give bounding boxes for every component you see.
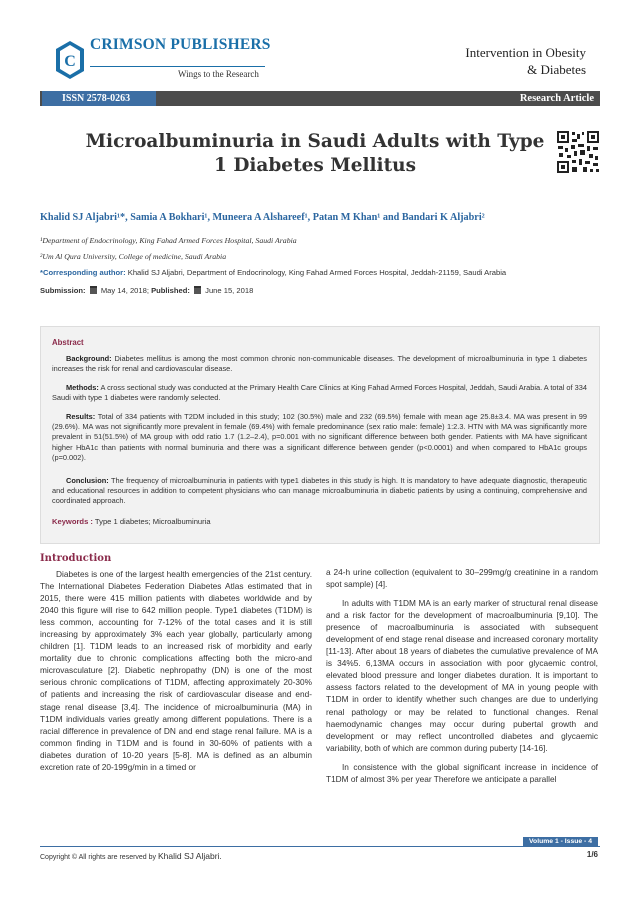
abstract-methods [52,383,587,403]
methods-text: A cross sectional study was conducted at the Primary Health Care Clinics at King Fahad Armed Forces Hospital, Jeddah, Saudi Arabia. A total of 334 Saudi with type 1 diabetes were randomly selected. [52,383,587,403]
page-number: 1/6 [586,850,598,859]
footer-divider [40,846,600,847]
volume-badge: Volume 1 - Issue - 4 [523,837,598,846]
journal-name-line2: & Diabetes [527,62,586,77]
abstract-results [52,412,587,463]
publisher-divider [90,66,265,67]
corresponding-text: Khalid SJ Aljabri, Department of Endocrinology, King Fahad Armed Forces Hospital, Jeddah-21159, Saudi Arabia [127,268,507,277]
qr-code-icon[interactable] [556,130,600,174]
published-label: Published: [151,286,190,295]
background-text: Diabetes mellitus is among the most common chronic non-communicable diseases. The development of microalbuminuria in type 1 diabetes increases the risk for renal and cardiovascular disease. [52,354,587,374]
journal-name [386,44,586,78]
copyright-text: Copyright © All rights are reserved by [40,854,157,861]
background-label: Background: [66,354,112,363]
intro-paragraph-1: Diabetes is one of the largest health emergencies of the 21st century. The International Diabetes Federation Diabetes Atlas estimated that in 2015, there were 415 million patients with diabetes worldwide and by 2040 this figure will rise to 642 million people. Type1 diabetes (T1DM) is less common, accounting for 7-12% of the total cases and it is still increasing by approximately 3% each year globally, particularly among children [1]. T1DM leads to an increased risk of morbidity and early mortality due to chronic complications affecting both the micro-and microvasculature [2]. Diabetic nephropathy (DN) is one of the most serious chronic complications of T1DM, affecting approximately 20-30% of patients and increasing the risk of cardiovascular disease and end-stage renal disease [3,4]. The incidence of microalbuminuria (MA) in T1DM individuals varies greatly among different populations. There is a racial difference in prevalence of DN and end stage renal failure. MA is a common finding in T1DM and is found in 30-60% of patients with a diabetes duration of 10-20 years [5-8]. MA is defined as an albumin excretion rate of 20-199g/min in a timed or [40,569,312,772]
copyright [40,851,222,861]
keywords-text: Type 1 diabetes; Microalbuminuria [94,517,211,526]
affiliation-1: ¹Department of Endocrinology, King Fahad Armed Forces Hospital, Saudi Arabia [40,236,297,245]
results-text: Total of 334 patients with T2DM included in this study; 102 (30.5%) male and 232 (69.5%) female with mean age 25.8±3.4. MA was present in 99 (29.6%). MA was not significantly more prevalent in female (69.4%) with female predominance (sex ratio male: female) 1:2.3. HTN with MA was significantly more prevalent in 51(51.5%) of MA group with odd ratio 1.7 (1.2–2.4), p=0.001 with no significant difference between both gender. Patients with MA have significant higher HbA1c than patients with normal buminuria and there was a significant difference between gender (p<0.0001) and when compared to HbA1c groups (p=0.002). [52,412,587,462]
body-column-left [40,568,312,773]
calendar-icon [194,286,201,294]
issn-badge: ISSN 2578-0263 [42,91,156,106]
author-list: Khalid SJ Aljabri¹*, Samia A Bokhari¹, Muneera A Alshareef¹, Patan M Khan¹ and Bandari K Aljabri² [40,212,485,223]
calendar-icon [90,286,97,294]
corresponding-author [40,268,506,277]
abstract-conclusion [52,476,587,507]
publisher-logo [55,40,85,80]
copyright-author: Khalid SJ Aljabri. [158,851,222,861]
intro-paragraph-3: In adults with T1DM MA is an early marker of structural renal disease and a risk factor for the development of macroalbuminuria [9,10]. The presence of macroalbuminuria is associated with subsequent development of end stage renal disease and increased coronary mortality [11-13]. After about 18 years of diabetes the cumulative prevalence of MA is 34%5. 6,13MA occurs in association with poor glycaemic control, elevated blood pressure and longer diabetes duration. It is important to assess factors related to the development of MA in young people with T1DM in order to identify whether such changes are due to underlying renal pathology or may be related to functional changes. Renal haemodynamic changes may occur during pubertal growth and development or may reflect uncontrolled diabetes and glycaemic variability, both of which are common during puberty [14-16]. [326,598,598,753]
methods-label: Methods: [66,383,99,392]
body-column-right [326,566,598,785]
publisher-tagline: Wings to the Research [178,69,259,79]
conclusion-label: Conclusion: [66,476,109,485]
introduction-heading: Introduction [40,553,112,564]
affiliation-2: ²Um Al Qura University, College of medicine, Saudi Arabia [40,252,227,261]
svg-text:C: C [64,53,76,70]
abstract-heading: Abstract [52,338,84,347]
keywords [52,517,211,526]
corresponding-label: *Corresponding author: [40,268,126,277]
article-title: Microalbuminuria in Saudi Adults with Type 1 Diabetes Mellitus [85,131,545,176]
keywords-label: Keywords : [52,517,93,526]
conclusion-text: The frequency of microalbuminuria in patients with type1 diabetes in this study is high. It is mandatory to have adequate diagnostic, therapeutic and educational resources in addition to competent physicians who can manage microalbuminuria in diabetic patients by using a continuing, comprehensive and coordinated approach. [52,476,587,506]
article-type: Research Article [519,93,594,104]
submission-date: May 14, 2018; [100,286,149,295]
publisher-name: CRIMSON PUBLISHERS [90,36,271,53]
submission-label: Submission: [40,286,86,295]
published-date: June 15, 2018 [205,286,254,295]
intro-paragraph-2: a 24-h urine collection (equivalent to 30–299mg/g creatinine in a random spot sample) [4]. [326,567,598,590]
abstract-background [52,354,587,374]
article-dates [40,286,253,295]
intro-paragraph-4: In consistence with the global significant increase in incidence of T1DM of almost 3% per year Therefore we anticipate a parallel [326,761,598,784]
results-label: Results: [66,412,96,421]
journal-name-line1: Intervention in Obesity [465,45,586,60]
